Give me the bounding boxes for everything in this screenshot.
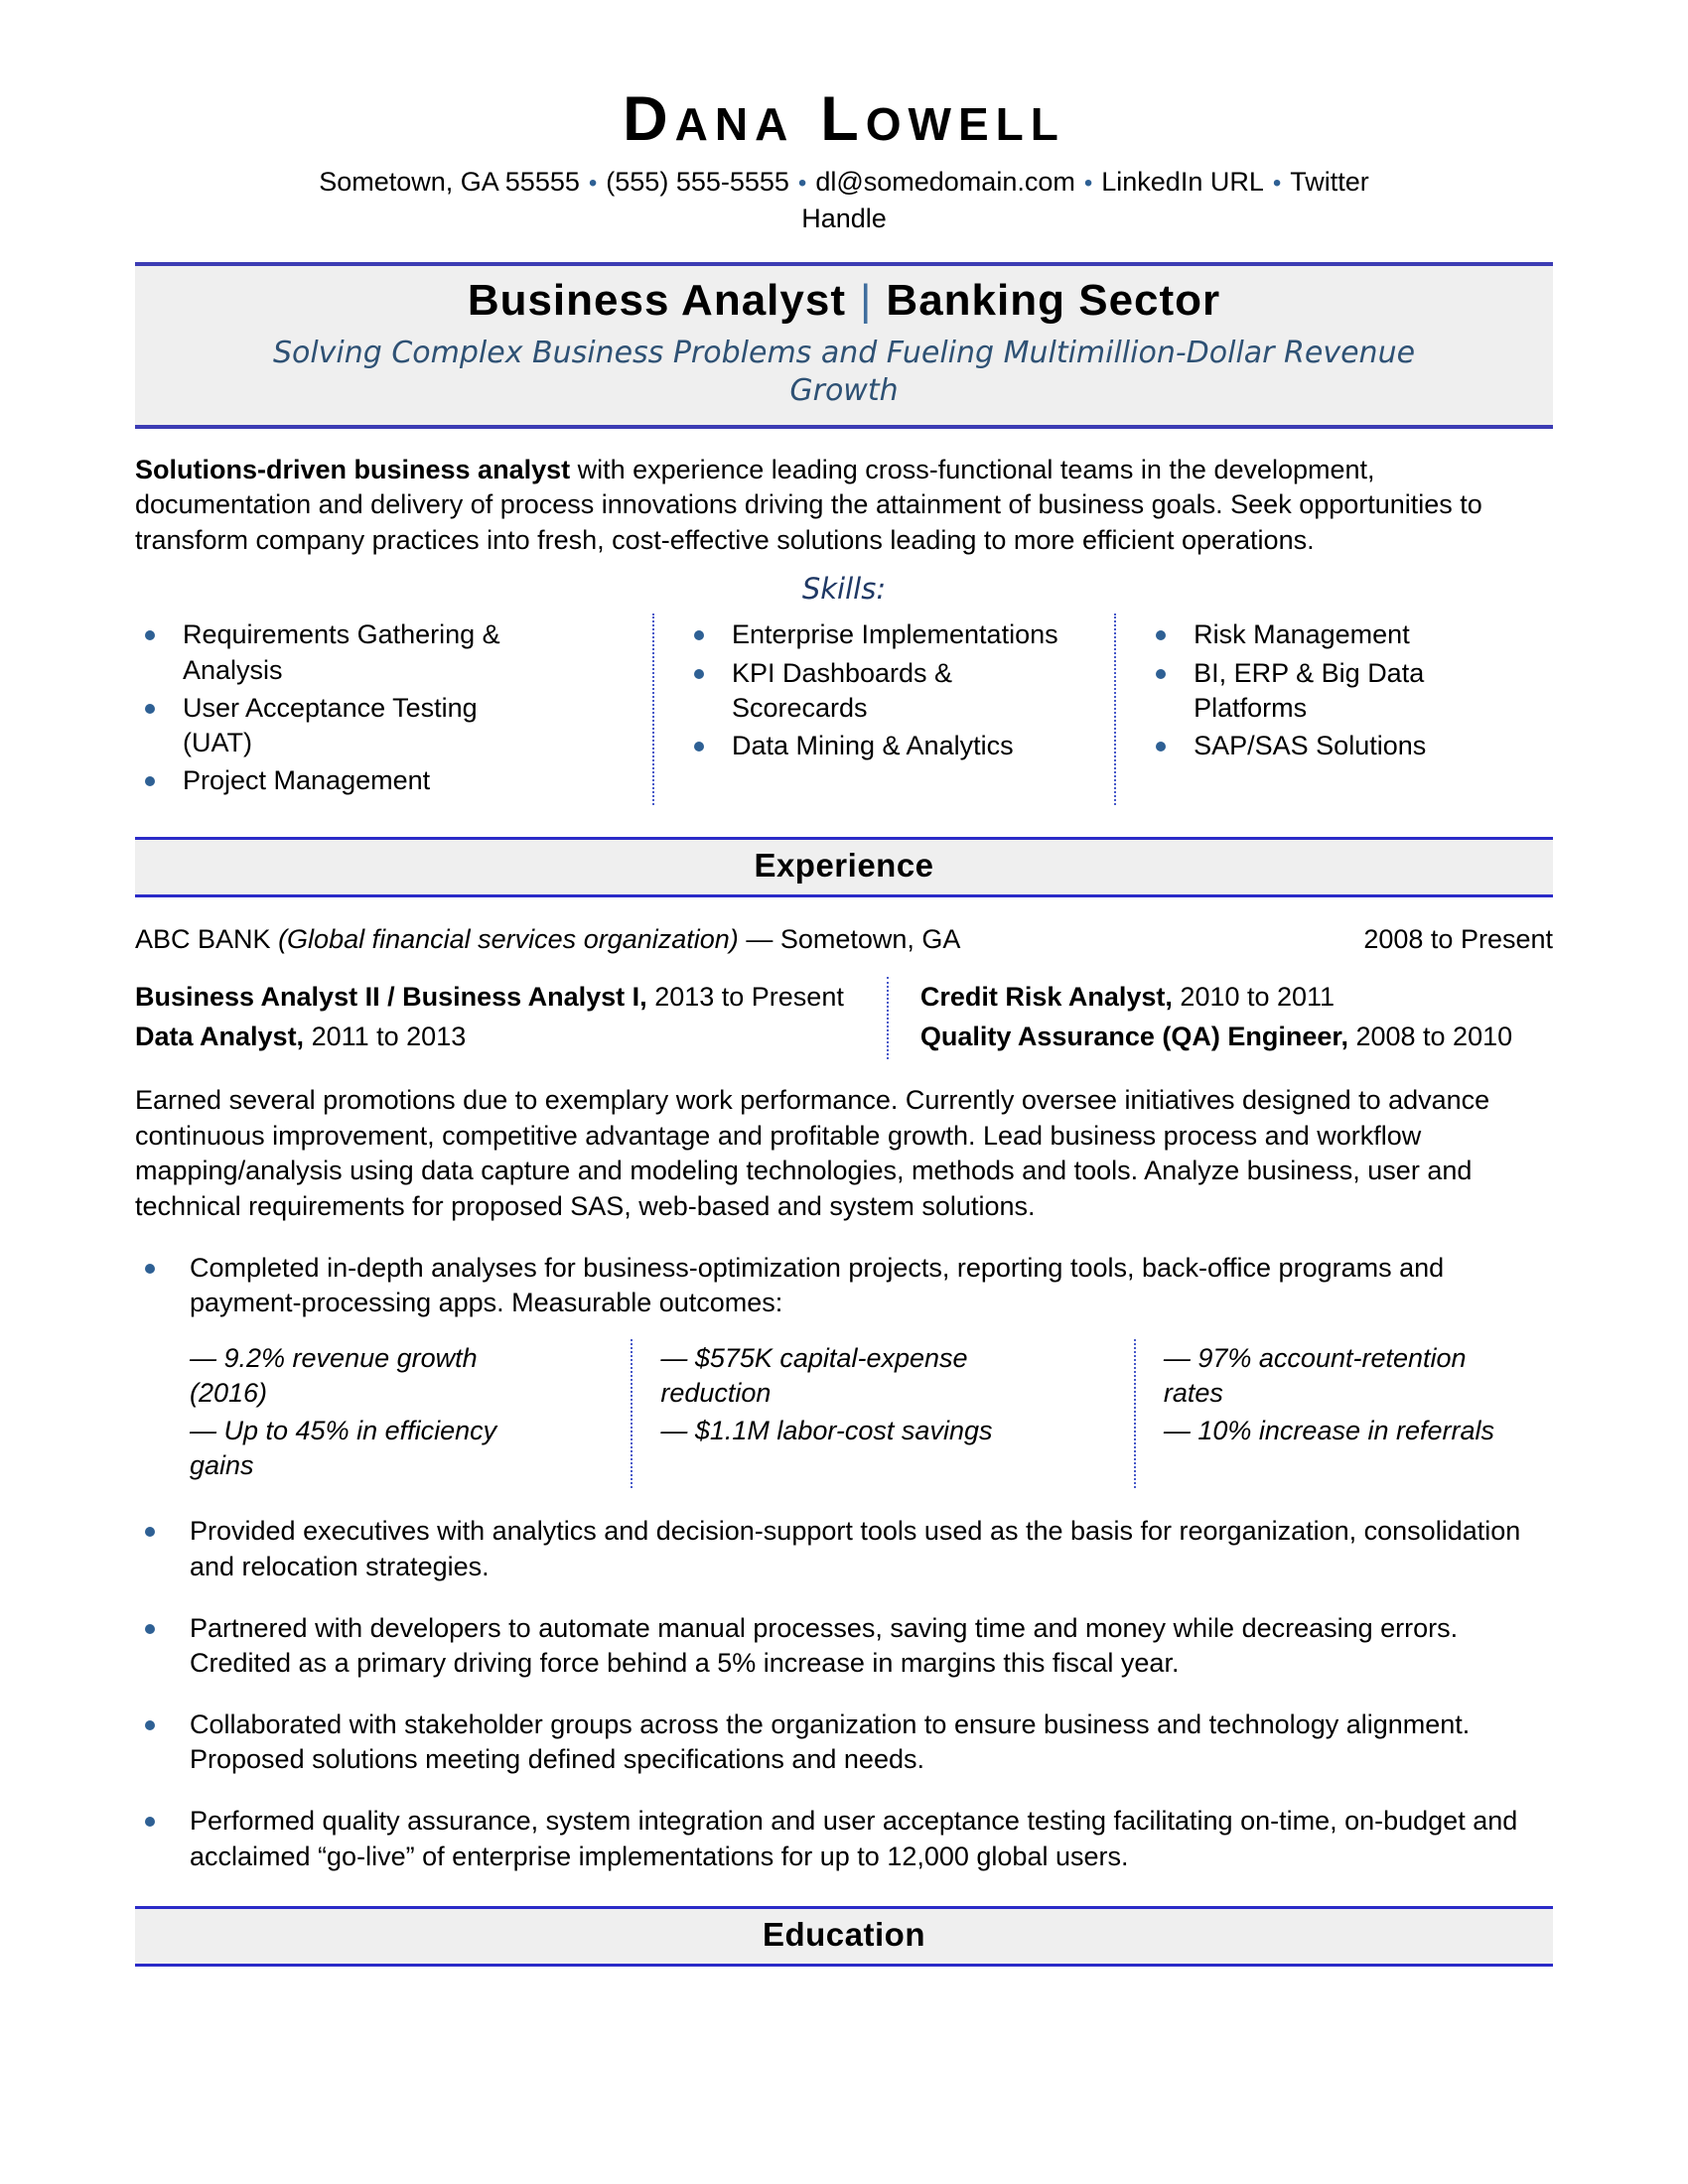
bullet-text: Completed in-depth analyses for business-optimization projects, reporting tools, back-office programs and payment-processing apps. Measurable outcomes: xyxy=(190,1252,1445,1318)
experience-bullet-list xyxy=(135,1251,1553,1875)
role-title: Data Analyst, xyxy=(135,1021,305,1051)
role-item xyxy=(135,1019,887,1054)
roles-column-2 xyxy=(887,977,1553,1059)
roles-column-1 xyxy=(135,977,887,1059)
employer-name: ABC BANK xyxy=(135,923,271,954)
role-title: Business Analyst II / Business Analyst I, xyxy=(135,982,647,1013)
role-title: Quality Assurance (QA) Engineer, xyxy=(919,1021,1348,1051)
outcome-item: — 10% increase in referrals xyxy=(1163,1416,1495,1446)
experience-bullet xyxy=(135,1251,1553,1489)
section-title: Education xyxy=(762,1916,925,1954)
education-section-header xyxy=(135,1906,1553,1967)
employer-row xyxy=(135,921,1553,957)
title-banner xyxy=(135,262,1553,428)
resume-header xyxy=(135,85,1553,236)
roles-columns xyxy=(135,977,1553,1059)
outcomes-column-3 xyxy=(1134,1339,1553,1488)
contact-linkedin: LinkedIn URL xyxy=(1101,167,1264,198)
banner-title-sector: Banking Sector xyxy=(886,276,1221,326)
role-title: Credit Risk Analyst, xyxy=(919,982,1173,1013)
skill-item: Risk Management xyxy=(1146,617,1536,652)
experience-bullet: Performed quality assurance, system integration and user acceptance testing facilitating on-time, on-budget and acclaimed “go-live” of enterprise implementations for up to 12,000 global users. xyxy=(135,1804,1553,1874)
skills-heading: Skills: xyxy=(801,572,887,607)
employer-descriptor: (Global financial services organization) xyxy=(278,923,739,954)
banner-tagline: Solving Complex Business Problems and Fueling Multimillion-Dollar Revenue Growth xyxy=(272,335,1416,409)
contact-email: dl@somedomain.com xyxy=(815,167,1075,198)
contact-twitter: Twitter Handle xyxy=(801,167,1369,233)
employer-dates: 2008 to Present xyxy=(1363,923,1553,954)
role-item xyxy=(920,979,1516,1015)
outcome-item: — 97% account-retention rates xyxy=(1163,1342,1467,1409)
role-dates: 2010 to 2011 xyxy=(1180,982,1336,1013)
contact-phone: (555) 555-5555 xyxy=(606,167,789,198)
summary-paragraph xyxy=(135,453,1553,559)
employer-location: Sometown, GA xyxy=(779,923,961,954)
skill-item: KPI Dashboards & Scorecards xyxy=(684,656,1074,726)
experience-section-header xyxy=(135,837,1553,897)
outcomes-column-2 xyxy=(631,1339,1134,1488)
section-title: Experience xyxy=(754,846,934,884)
banner-title-divider: | xyxy=(859,276,873,326)
role-dates: 2008 to 2010 xyxy=(1355,1021,1513,1051)
skills-column-1 xyxy=(135,614,652,804)
outcome-item: — 9.2% revenue growth (2016) xyxy=(190,1342,478,1409)
outcome-item: — $575K capital-expense reduction xyxy=(660,1342,968,1409)
contact-location: Sometown, GA 55555 xyxy=(319,167,580,198)
candidate-first-name: DANA xyxy=(623,84,795,154)
skill-item: SAP/SAS Solutions xyxy=(1146,729,1536,763)
outcomes-column-1 xyxy=(190,1339,631,1488)
skills-column-2 xyxy=(652,614,1114,804)
summary-lead: Solutions-driven business analyst xyxy=(135,454,571,484)
outcomes-columns xyxy=(190,1339,1553,1488)
skill-item: User Acceptance Testing (UAT) xyxy=(135,691,525,760)
role-item xyxy=(920,1019,1516,1054)
employer-info xyxy=(135,921,960,957)
experience-bullet: Collaborated with stakeholder groups across the organization to ensure business and technology alignment. Proposed solutions meeting defined specifications and needs. xyxy=(135,1707,1553,1778)
outcome-item: — Up to 45% in efficiency gains xyxy=(190,1416,497,1481)
contact-line xyxy=(273,164,1415,236)
banner-title-role: Business Analyst xyxy=(467,276,846,326)
candidate-name xyxy=(135,85,1553,154)
experience-bullet: Provided executives with analytics and decision-support tools used as the basis for reorganization, consolidation and relocation strategies. xyxy=(135,1514,1553,1584)
role-dates: 2011 to 2013 xyxy=(311,1021,467,1051)
candidate-last-name: LOWELL xyxy=(820,84,1065,154)
bullet-separator-icon: • xyxy=(588,170,598,198)
skill-item: Project Management xyxy=(135,763,525,798)
outcome-item: — $1.1M labor-cost savings xyxy=(660,1416,993,1446)
bullet-separator-icon: • xyxy=(797,170,807,198)
bullet-separator-icon: • xyxy=(1272,170,1282,198)
skills-columns xyxy=(135,614,1553,804)
skill-item: Requirements Gathering & Analysis xyxy=(135,617,525,687)
bullet-separator-icon: • xyxy=(1083,170,1093,198)
summary-body: with experience leading cross-functional teams in the development, documentation and delivery of process innovations driving the attainment of business goals. Seek opportunities to transform company practices into fresh, cost-effective solutions leading to more efficient operations. xyxy=(135,454,1482,555)
skill-item: BI, ERP & Big Data Platforms xyxy=(1146,656,1536,726)
banner-title xyxy=(155,276,1533,327)
skills-column-3 xyxy=(1114,614,1553,804)
skill-item: Enterprise Implementations xyxy=(684,617,1074,652)
dash-separator: — xyxy=(746,923,774,954)
experience-overview: Earned several promotions due to exemplary work performance. Currently oversee initiatives designed to advance continuous improvement, competitive advantage and profitable growth. Lead business process and workflow mapping/analysis using data capture and modeling technologies, methods and tools. Analyze business, user and technical requirements for proposed SAS, web-based and system solutions. xyxy=(135,1085,1490,1222)
experience-bullet: Partnered with developers to automate manual processes, saving time and money while decreasing errors. Credited as a primary driving force behind a 5% increase in margins this fiscal year. xyxy=(135,1611,1553,1682)
role-dates: 2013 to Present xyxy=(654,982,844,1013)
role-item xyxy=(135,979,887,1015)
skill-item: Data Mining & Analytics xyxy=(684,729,1074,763)
